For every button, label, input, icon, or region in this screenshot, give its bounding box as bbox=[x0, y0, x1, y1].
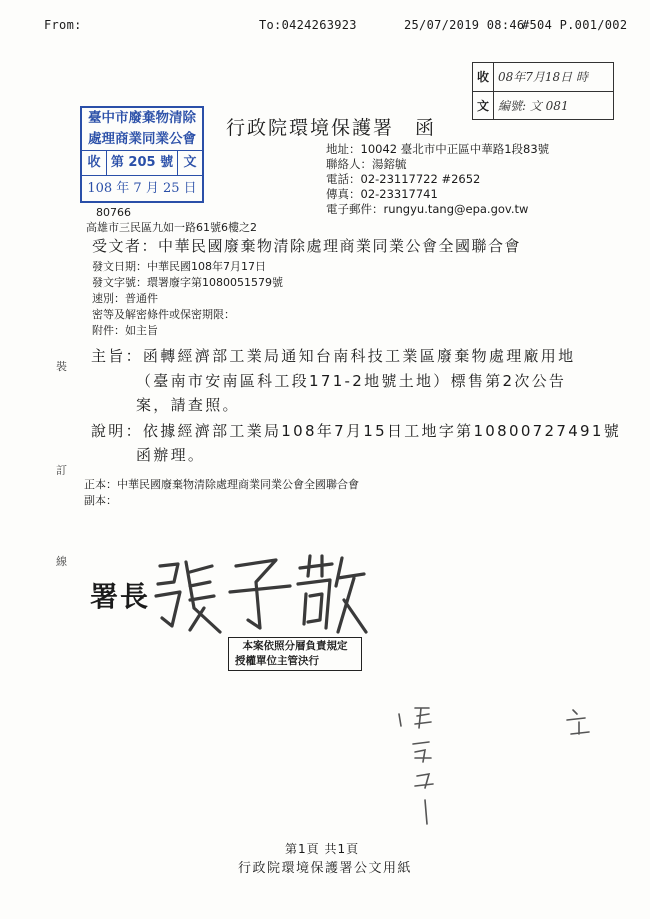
footer-paper: 行政院環境保護署公文用紙 bbox=[238, 861, 413, 876]
receive-stamp-right bbox=[472, 62, 614, 120]
signature-title: 署長 bbox=[90, 580, 151, 613]
stamp-shou-value: 08年7月18日 時 bbox=[498, 70, 588, 84]
stamp-org-line1: 臺中市廢棄物清除 bbox=[88, 110, 196, 126]
contact-person: 聯絡人：湯鎔毓 bbox=[326, 157, 407, 171]
fax-page: #504 P.001/002 bbox=[522, 18, 628, 32]
approval-line1: 本案依照分層負責規定 bbox=[242, 640, 348, 652]
fax-to: To:0424263923 bbox=[259, 18, 357, 32]
stamp-number: 第 205 號 bbox=[107, 151, 178, 175]
distribution-copy: 副本： bbox=[84, 494, 117, 507]
receive-stamp-blue bbox=[80, 106, 204, 203]
footer-page: 第1頁 共1頁 bbox=[285, 842, 360, 856]
secrecy: 密等及解密條件或保密期限： bbox=[92, 308, 235, 321]
fax-from: From: bbox=[44, 18, 82, 32]
subject-line2: （臺南市安南區科工段171-2地號土地）標售第2次公告 bbox=[136, 372, 567, 390]
attachment: 附件：如主旨 bbox=[92, 324, 158, 337]
recipient: 受文者：中華民國廢棄物清除處理商業同業公會全國聯合會 bbox=[92, 237, 522, 255]
stamp-shou: 收 bbox=[82, 151, 107, 175]
contact-fax: 傳真：02-23317741 bbox=[326, 187, 438, 201]
stamp-wen-label: 文 bbox=[473, 92, 494, 120]
approval-stamp bbox=[228, 637, 362, 671]
subject-line3: 案，請查照。 bbox=[136, 396, 240, 414]
fax-datetime: 25/07/2019 08:46 bbox=[404, 18, 525, 32]
stamp-date: 108 年 7 月 25 日 bbox=[87, 181, 197, 196]
issue-number: 發文字號：環署廢字第1080051579號 bbox=[92, 276, 283, 289]
distribution-main: 正本：中華民國廢棄物清除處理商業同業公會全國聯合會 bbox=[84, 478, 359, 491]
stamp-shou-label: 收 bbox=[473, 63, 494, 91]
approval-line2: 授權單位主管決行 bbox=[235, 655, 319, 667]
explanation-line2: 函辦理。 bbox=[136, 446, 206, 464]
explanation-line1: 說明：依據經濟部工業局108年7月15日工地字第10800727491號 bbox=[91, 422, 622, 440]
recipient-address: 高雄市三民區九如一路61號6樓之2 bbox=[86, 221, 257, 234]
agency-title: 行政院環境保護署 函 bbox=[226, 117, 437, 139]
margin-mark-xian: 線 bbox=[56, 555, 67, 568]
margin-mark-zhuang: 裝 bbox=[56, 360, 67, 373]
subject-line1: 主旨：函轉經濟部工業局通知台南科技工業區廢棄物處理廠用地 bbox=[91, 347, 576, 365]
issue-date: 發文日期：中華民國108年7月17日 bbox=[92, 260, 266, 273]
stamp-wen-value: 編號: 文 081 bbox=[498, 99, 569, 113]
stamp-wen: 文 bbox=[183, 155, 197, 170]
signature-name bbox=[150, 548, 370, 638]
contact-phone: 電話：02-23117722 #2652 bbox=[326, 172, 481, 186]
handwritten-notes bbox=[395, 700, 595, 840]
speed: 速別：普通件 bbox=[92, 292, 158, 305]
contact-address: 地址：10042 臺北市中正區中華路1段83號 bbox=[326, 142, 550, 156]
recipient-zip: 80766 bbox=[96, 206, 131, 219]
contact-email: 電子郵件：rungyu.tang@epa.gov.tw bbox=[326, 202, 529, 216]
margin-mark-ding: 訂 bbox=[56, 464, 67, 477]
stamp-org-line2: 處理商業同業公會 bbox=[88, 131, 196, 147]
